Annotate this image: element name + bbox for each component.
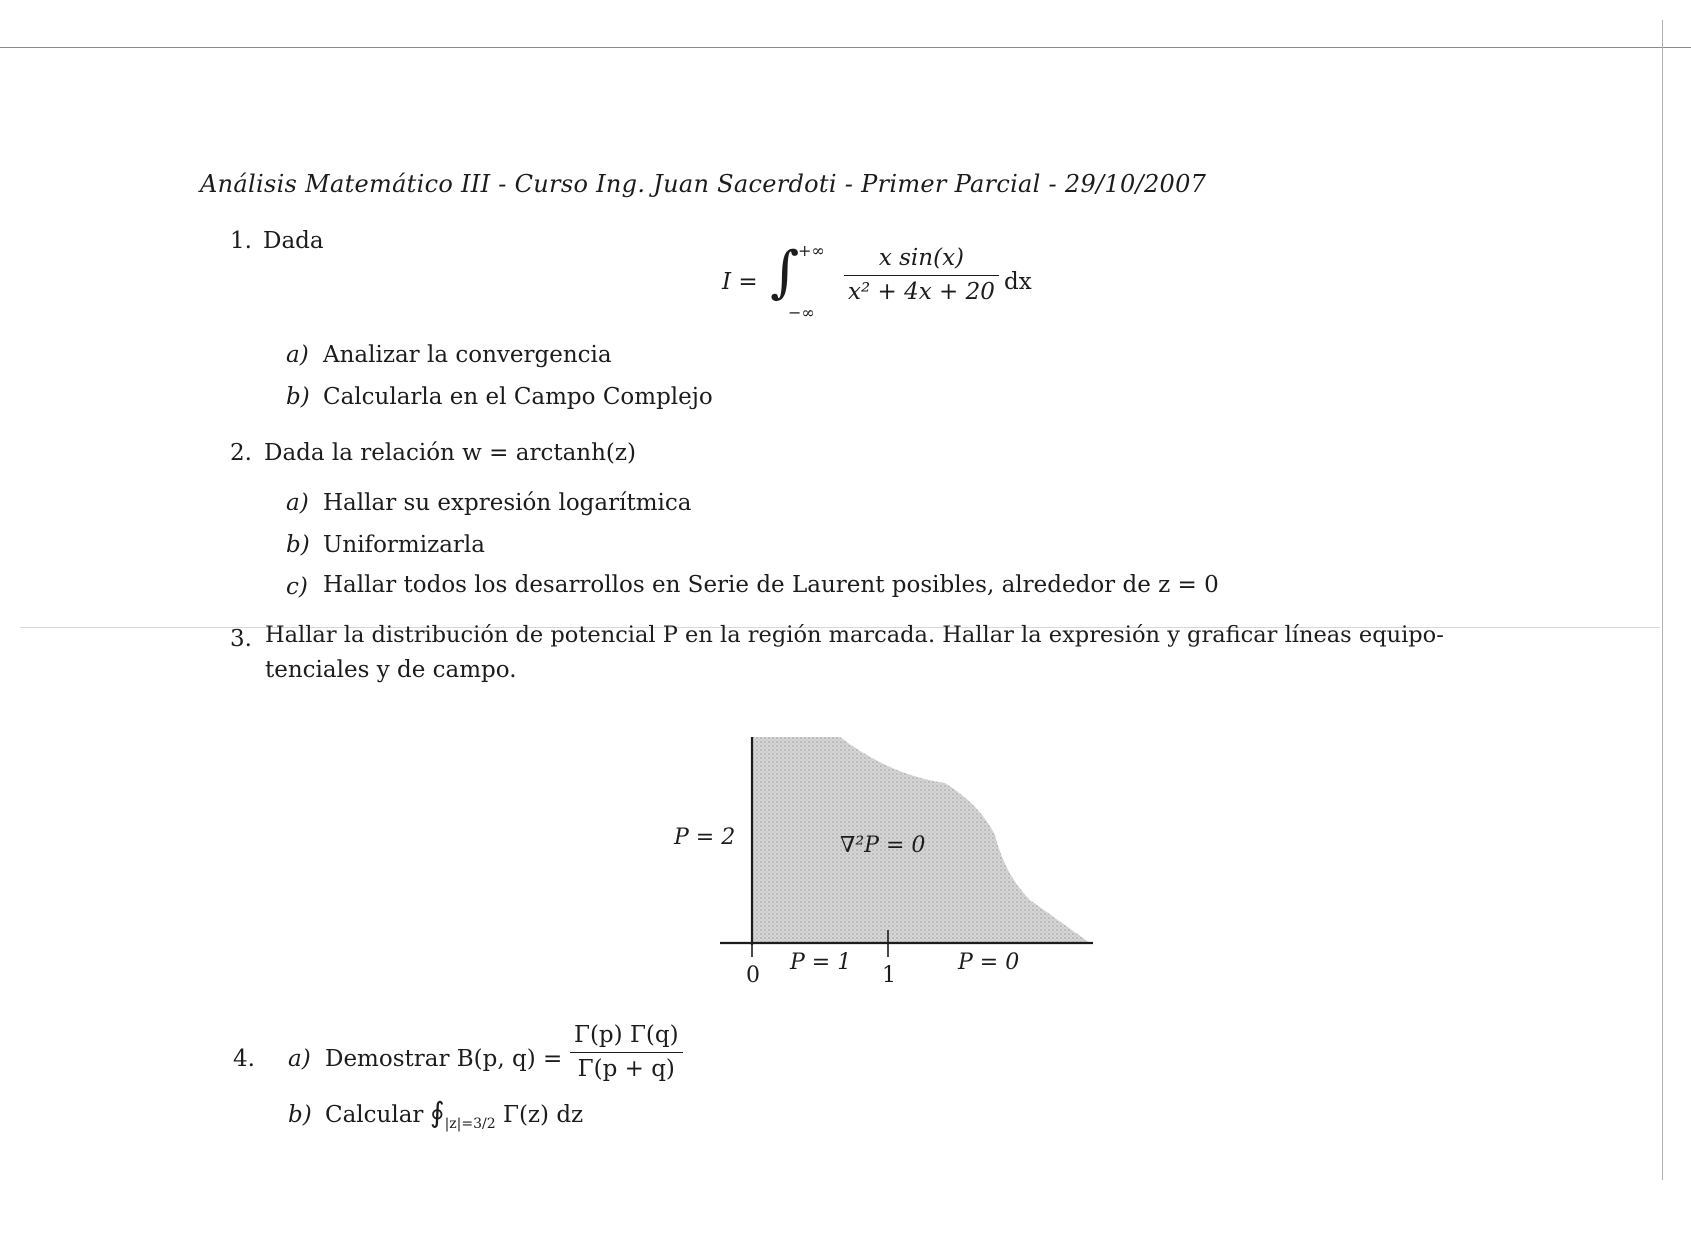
integral-lhs: I = <box>722 269 758 295</box>
label-left-boundary: P = 2 <box>674 825 736 850</box>
problem2-item-a-text: Hallar su expresión logarítmica <box>323 490 692 516</box>
contour-integral <box>430 1096 583 1132</box>
problem2-item-b-text: Uniformizarla <box>323 532 485 558</box>
integral-sign: ∫ <box>770 240 800 305</box>
problem3-line1: Hallar la distribución de potencial P en la región marcada. Hallar la expresión y graficar líneas equipo- <box>265 622 1444 648</box>
label-tick-1: 1 <box>882 963 896 988</box>
problem4-a-label: a) <box>288 1046 311 1072</box>
integral-upper-limit: +∞ <box>798 241 825 260</box>
problem1-item-b-text: Calcularla en el Campo Complejo <box>323 384 713 410</box>
integrand-fraction <box>844 245 999 305</box>
beta-fraction-inner <box>570 1022 683 1082</box>
integral-lower-limit: −∞ <box>788 303 815 322</box>
problem1-number: 1. <box>230 228 252 254</box>
contour-subscript: |z|=3/2 <box>444 1116 496 1132</box>
problem2-item-c-label: c) <box>286 574 308 600</box>
label-bottom-right: P = 0 <box>958 950 1020 975</box>
problem3-line2: tenciales y de campo. <box>265 657 517 683</box>
problem2-item-a-label: a) <box>286 490 309 516</box>
integrand-numerator: x sin(x) <box>844 245 999 276</box>
problem1-item-b-label: b) <box>286 384 310 410</box>
problem2-number: 2. <box>230 440 252 466</box>
contour-integral-sign: ∮ <box>430 1096 445 1129</box>
problem1-intro: Dada <box>263 228 324 254</box>
scan-right-edge <box>1662 20 1663 1180</box>
contour-integrand: Γ(z) dz <box>502 1102 584 1128</box>
beta-fraction <box>570 1022 683 1082</box>
problem1-item-a-label: a) <box>286 342 309 368</box>
problem3-number: 3. <box>230 626 252 652</box>
problem1-item-a-text: Analizar la convergencia <box>323 342 612 368</box>
label-laplace: ∇²P = 0 <box>840 833 926 858</box>
beta-denominator: Γ(p + q) <box>577 1056 675 1082</box>
problem2-item-c-text: Hallar todos los desarrollos en Serie de Laurent posibles, alrededor de z = 0 <box>323 572 1219 598</box>
integral-differential: dx <box>1004 269 1032 295</box>
problem4-number: 4. <box>233 1046 255 1072</box>
problem4-b-label: b) <box>288 1102 312 1128</box>
beta-numerator: Γ(p) Γ(q) <box>570 1022 683 1053</box>
label-bottom-left: P = 1 <box>790 950 852 975</box>
label-tick-0: 0 <box>746 963 760 988</box>
problem4-b-text: Calcular <box>325 1102 424 1128</box>
integrand-denominator: x² + 4x + 20 <box>848 279 995 305</box>
scan-top-edge <box>0 47 1691 48</box>
region-diagram <box>660 725 1120 995</box>
problem4-a-text: Demostrar B(p, q) = <box>325 1046 563 1072</box>
exam-title: Análisis Matemático III - Curso Ing. Juan Sacerdoti - Primer Parcial - 29/10/2007 <box>200 170 1207 198</box>
integral-equation <box>722 240 1042 325</box>
problem2-intro: Dada la relación w = arctanh(z) <box>264 440 636 466</box>
potential-region-figure <box>660 725 1120 995</box>
problem2-item-b-label: b) <box>286 532 310 558</box>
